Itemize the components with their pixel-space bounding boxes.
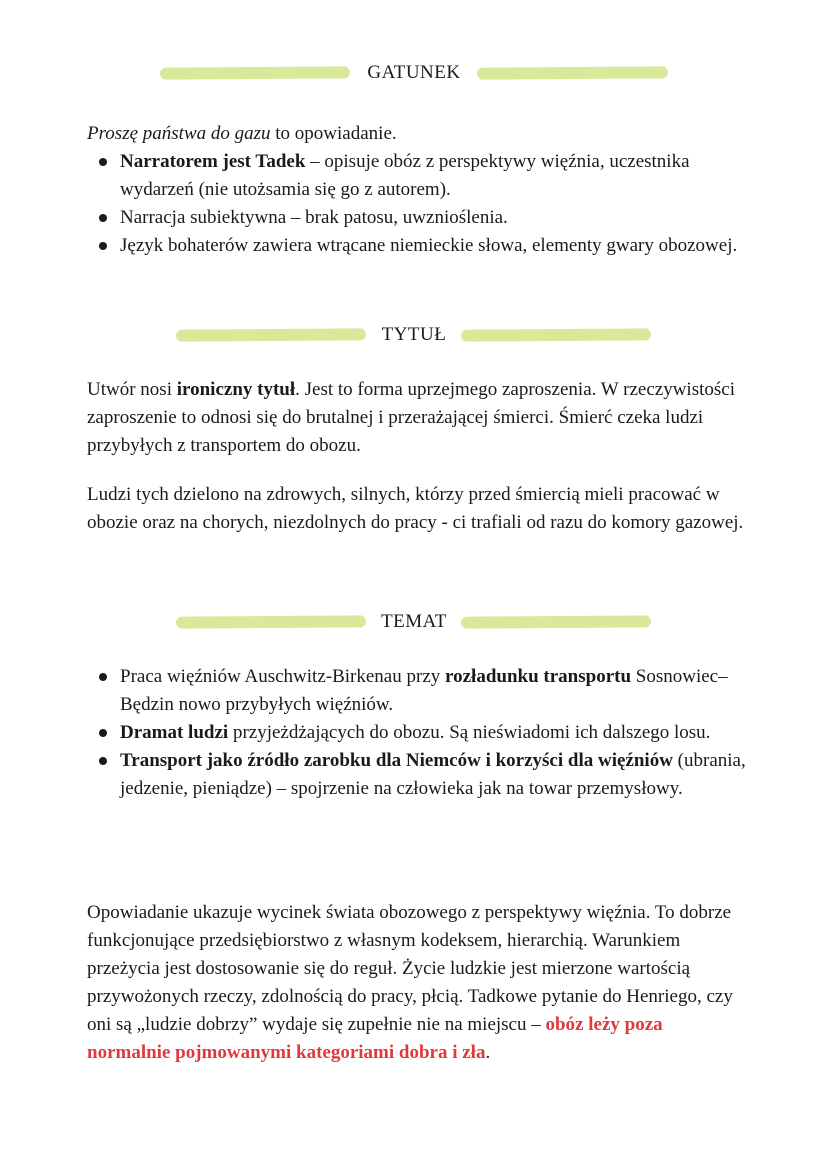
heading-title: GATUNEK (367, 62, 461, 83)
paragraph-text: Opowiadanie ukazuje wycinek świata obozowego z perspektywy więźnia. To dobrze funkcjonujące przedsiębiorstwo z własnym kodeksem, hierarchią. Warunkiem przeżycia jest dostosowanie się do reguł. Życie ludzkie jest mierzone wartością przywożonych rzeczy, zdolnością do pracy, płcią. Tadkowe pytanie do Henriego, czy oni są „ludzie dobrzy” wydaje się zupełnie nie na miejscu – (87, 902, 733, 1035)
gatunek-list (87, 148, 747, 260)
bullet-icon (99, 214, 107, 222)
item-text: (ubrania, jedzenie, pieniądze) – spojrzenie na człowieka jak na towar przemysłowy. (120, 750, 746, 799)
section-heading-gatunek (0, 58, 828, 88)
item-text: Język bohaterów zawiera wtrącane niemieckie słowa, elementy gwary obozowej. (120, 235, 738, 256)
bullet-icon (99, 673, 107, 681)
bullet-icon (99, 242, 107, 250)
paragraph-text: Ludzi tych dzielono na zdrowych, silnych, którzy przed śmiercią mieli pracować w obozie oraz na chorych, niezdolnych do pracy - ci trafiali od razu do komory gazowej. (87, 484, 744, 533)
summary-paragraph (87, 899, 747, 1067)
list-item (87, 232, 747, 260)
item-text: – opisuje obóz z perspektywy więźnia, uczestnika wydarzeń (nie utożsamia się go z autorem). (120, 151, 690, 200)
list-item (87, 148, 747, 204)
section-heading-tytul (0, 320, 828, 350)
heading-title: TYTUŁ (381, 324, 447, 345)
bold-text: ironiczny tytuł (176, 379, 296, 400)
tytul-paragraph-1 (87, 376, 747, 460)
bold-text: Dramat ludzi (120, 722, 229, 743)
item-text: przyjeżdżających do obozu. Są nieświadomi ich dalszego losu. (228, 722, 711, 743)
tytul-paragraph-2 (87, 481, 747, 537)
item-text: Praca więźniów Auschwitz-Birkenau przy (120, 666, 446, 687)
item-text: Sosnowiec–Będzin nowo przybyłych więźniów. (120, 666, 728, 715)
bullet-icon (99, 729, 107, 737)
bullet-icon (99, 757, 107, 765)
list-item (87, 747, 747, 803)
gatunek-intro (87, 120, 747, 148)
emphasis-red-text: obóz leży poza normalnie pojmowanymi kategoriami dobra i zła (87, 1014, 663, 1063)
temat-list (87, 663, 747, 803)
bold-text: Narratorem jest Tadek (120, 151, 306, 172)
list-item (87, 719, 747, 747)
bold-text: Transport jako źródło zarobku dla Niemców i korzyści dla więźniów (120, 750, 673, 771)
section-heading-temat (0, 607, 828, 637)
paragraph-text: . (485, 1042, 491, 1063)
heading-title: TEMAT (381, 611, 447, 632)
paragraph-text: Utwór nosi (87, 379, 177, 400)
bold-text: rozładunku transportu (445, 666, 632, 687)
paragraph-text: . Jest to forma uprzejmego zaproszenia. W rzeczywistości zaproszenie to odnosi się do brutalnej i przerażającej śmierci. Śmierć czeka ludzi przybyłych z transportem do obozu. (87, 379, 735, 456)
list-item (87, 663, 747, 719)
list-item (87, 204, 747, 232)
work-title: Proszę państwa do gazu (87, 123, 271, 144)
intro-text: to opowiadanie. (270, 123, 397, 144)
item-text: Narracja subiektywna – brak patosu, uwznioślenia. (120, 207, 508, 228)
bullet-icon (99, 158, 107, 166)
